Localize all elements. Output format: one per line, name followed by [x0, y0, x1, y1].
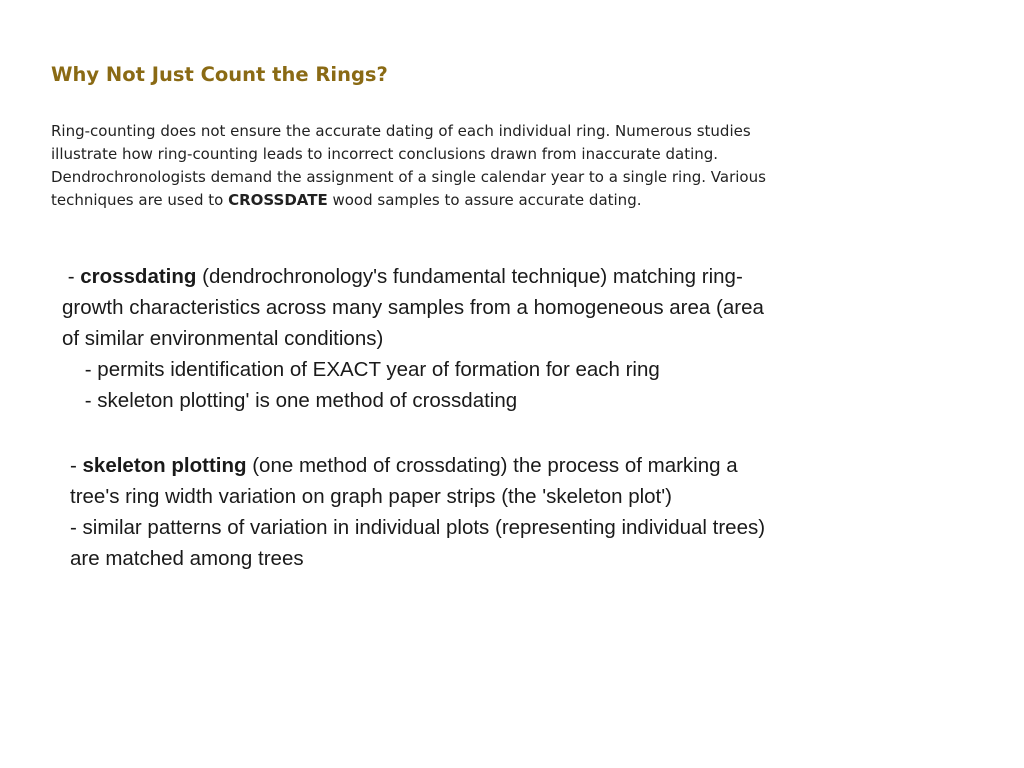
crossdating-note [62, 261, 764, 416]
page-title: Why Not Just Count the Rings? [51, 63, 388, 86]
bullet-dash: - [62, 265, 81, 288]
intro-line: Dendrochronologists demand the assignment of a single calendar year to a single ring. Various [51, 168, 766, 186]
term-crossdating: crossdating [80, 265, 197, 288]
definition-text: (dendrochronology's fundamental technique) matching ring- [196, 265, 743, 288]
note-line [70, 450, 765, 481]
sub-point: - skeleton plotting' is one method of crossdating [62, 389, 518, 412]
note-line: growth characteristics across many samples from a homogeneous area (area [62, 296, 764, 319]
intro-line [51, 189, 986, 212]
note-line: - similar patterns of variation in individual plots (representing individual trees) [70, 516, 766, 539]
note-line [62, 261, 764, 292]
intro-paragraph [51, 120, 986, 212]
note-line: are matched among trees [70, 547, 304, 570]
intro-line: illustrate how ring-counting leads to incorrect conclusions drawn from inaccurate dating. [51, 145, 719, 163]
skeleton-plotting-note [70, 450, 765, 574]
note-line: of similar environmental conditions) [62, 327, 384, 350]
sub-point: - permits identification of EXACT year of formation for each ring [62, 358, 660, 381]
bullet-dash: - [70, 454, 83, 477]
note-line: tree's ring width variation on graph paper strips (the 'skeleton plot') [70, 485, 672, 508]
crossdate-emphasis: CROSSDATE [228, 191, 328, 209]
intro-text: wood samples to assure accurate dating. [327, 191, 642, 209]
intro-text: techniques are used to [51, 191, 229, 209]
intro-line: Ring-counting does not ensure the accurate dating of each individual ring. Numerous studies [51, 122, 751, 140]
term-skeleton-plotting: skeleton plotting [82, 454, 247, 477]
definition-text: (one method of crossdating) the process of marking a [246, 454, 738, 477]
